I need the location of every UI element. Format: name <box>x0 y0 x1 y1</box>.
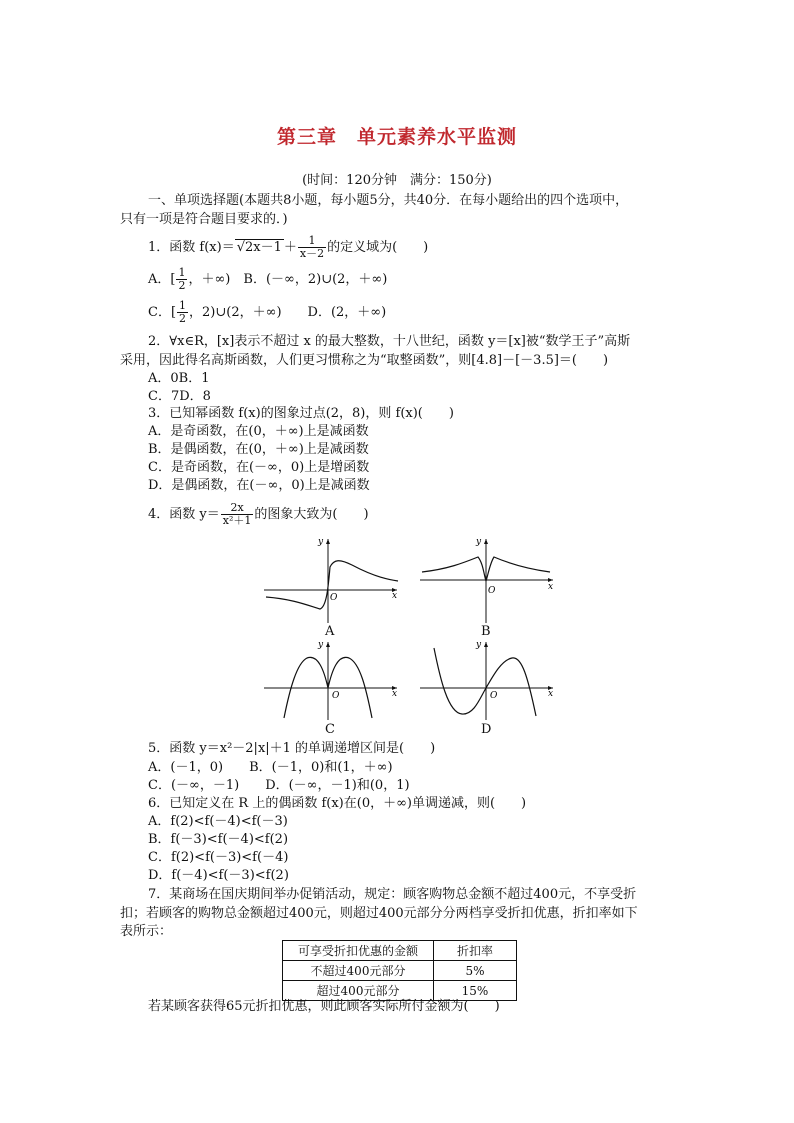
q3-stem: 3．已知幂函数 f(x)的图象过点(2，8)，则 f(x)( ) <box>148 406 454 421</box>
graph-d-origin: O <box>490 691 498 701</box>
q4-frac-num: 2x <box>221 502 254 515</box>
graph-b-y-label: y <box>476 537 482 547</box>
graph-b-x-label: x <box>548 582 554 592</box>
q6-optA: A．f(2)<f(－4)<f(－3) <box>148 814 288 829</box>
time-info: (时间：120分钟 满分：150分) <box>302 173 492 188</box>
q1-optC-num: 1 <box>179 299 187 312</box>
q2-line1: 2．∀x∈R，[x]表示不超过 x 的最大整数，十八世纪，函数 y＝[x]被“数学王子”高斯 <box>148 334 631 349</box>
q1-optC-pre: C．[ <box>148 305 177 320</box>
q1-post: 的定义域为( ) <box>327 240 429 255</box>
graph-d-x-label: x <box>548 689 554 699</box>
q3-optD: D．是偶函数，在(－∞，0)上是减函数 <box>148 478 370 493</box>
table-header-row <box>283 941 517 961</box>
q1-plus: ＋ <box>283 240 297 255</box>
q1-frac-num: 1 <box>298 235 326 248</box>
q1-sqrt-body: 2x－1 <box>245 240 282 255</box>
table-row <box>283 961 517 981</box>
q7-line2: 扣；若顾客的购物总金额超过400元，则超过400元部分分两档享受折扣优惠，折扣率如下 <box>120 906 638 921</box>
q2-options-ab: A．0B．1 <box>148 371 210 386</box>
q4-graph-d <box>418 638 558 723</box>
q3-optB: B．是偶函数，在(0，＋∞)上是减函数 <box>148 442 369 457</box>
page-title: 第三章 单元素养水平监测 <box>276 126 517 148</box>
q1-options-ab <box>148 267 387 292</box>
q5-stem: 5．函数 y＝x²－2|x|＋1 的单调递增区间是( ) <box>148 741 436 756</box>
graph-c-origin: O <box>332 691 340 701</box>
table-cell: 不超过400元部分 <box>283 961 434 981</box>
graph-a-label: A <box>325 624 335 639</box>
graph-b-label: B <box>481 624 491 639</box>
q1-optD: D．(2，＋∞) <box>307 305 387 320</box>
graph-a-x-label: x <box>392 591 398 601</box>
q1-optB: B．(－∞，2)∪(2，＋∞) <box>243 272 388 287</box>
q1-optA-frac <box>176 267 187 292</box>
q6-optC: C．f(2)<f(－3)<f(－4) <box>148 850 289 865</box>
table-cell: 超过400元部分 <box>283 981 434 1001</box>
table-cell: 15% <box>434 981 517 1001</box>
q4-graph-c <box>262 638 402 723</box>
q7-after: 若某顾客获得65元折扣优惠，则此顾客实际所付金额为( ) <box>148 999 500 1014</box>
q2-options-cd: C．7D．8 <box>148 389 211 404</box>
graph-c-x-label: x <box>392 689 398 699</box>
q1-pre: 1．函数 f(x)＝ <box>148 240 235 255</box>
q4-graph-b <box>418 535 558 625</box>
q7-line1: 7．某商场在国庆期间举办促销活动，规定：顾客购物总金额不超过400元，不享受折 <box>148 887 637 902</box>
q3-optC: C．是奇函数，在(－∞，0)上是增函数 <box>148 460 370 475</box>
discount-table <box>282 940 517 1001</box>
graph-c-y-label: y <box>318 640 324 650</box>
graph-a-y-label: y <box>318 537 324 547</box>
q1-optC-post: ，2)∪(2，＋∞) <box>189 305 282 320</box>
q1-optC-frac <box>177 300 188 325</box>
q1-optA-den: 2 <box>178 279 186 292</box>
graph-b-origin: O <box>488 586 496 596</box>
table-header-cell: 可享受折扣优惠的金额 <box>283 941 434 961</box>
q6-stem: 6．已知定义在 R 上的偶函数 f(x)在(0，＋∞)单调递减，则( ) <box>148 796 527 811</box>
q1-optA-pre: A．[ <box>148 272 176 287</box>
q1-optC-den: 2 <box>179 312 187 325</box>
q1-optA-post: ，＋∞) <box>188 272 231 287</box>
graph-c-label: C <box>325 722 335 737</box>
q7-line3: 表所示： <box>120 924 173 939</box>
q1-optA-num: 1 <box>178 266 186 279</box>
q6-optD: D．f(－4)<f(－3)<f(2) <box>148 868 289 883</box>
q1-options-cd <box>148 300 386 325</box>
graph-d-y-label: y <box>476 640 482 650</box>
q4-frac-den: x²＋1 <box>222 514 252 527</box>
q5-options-ab: A．(－1，0) B．(－1，0)和(1，＋∞) <box>148 760 393 775</box>
q4-fraction <box>221 502 254 527</box>
table-header-cell: 折扣率 <box>434 941 517 961</box>
q4-post: 的图象大致为( ) <box>254 507 369 522</box>
q3-optA: A．是奇函数，在(0，＋∞)上是减函数 <box>148 424 369 439</box>
table-cell: 5% <box>434 961 517 981</box>
q5-options-cd: C．(－∞，－1) D．(－∞，－1)和(0，1) <box>148 778 410 793</box>
q1-stem <box>148 235 428 260</box>
q6-optB: B．f(－3)<f(－4)<f(2) <box>148 832 289 847</box>
q1-fraction <box>298 235 326 260</box>
q4-stem <box>148 502 369 527</box>
section1-line1: 一、单项选择题(本题共8小题，每小题5分，共40分．在每小题给出的四个选项中， <box>148 193 629 208</box>
q1-sqrt: √2x－1 <box>236 240 282 255</box>
q1-frac-den: x－2 <box>299 247 325 260</box>
graph-d-label: D <box>481 722 492 737</box>
q2-line2: 采用，因此得名高斯函数，人们更习惯称之为“取整函数”，则[4.8]－[－3.5]＝( ) <box>120 353 609 368</box>
section1-line2: 只有一项是符合题目要求的．) <box>120 212 288 227</box>
graph-a-origin: O <box>330 593 338 603</box>
q4-pre: 4．函数 y＝ <box>148 507 220 522</box>
q4-graph-a <box>262 535 402 625</box>
